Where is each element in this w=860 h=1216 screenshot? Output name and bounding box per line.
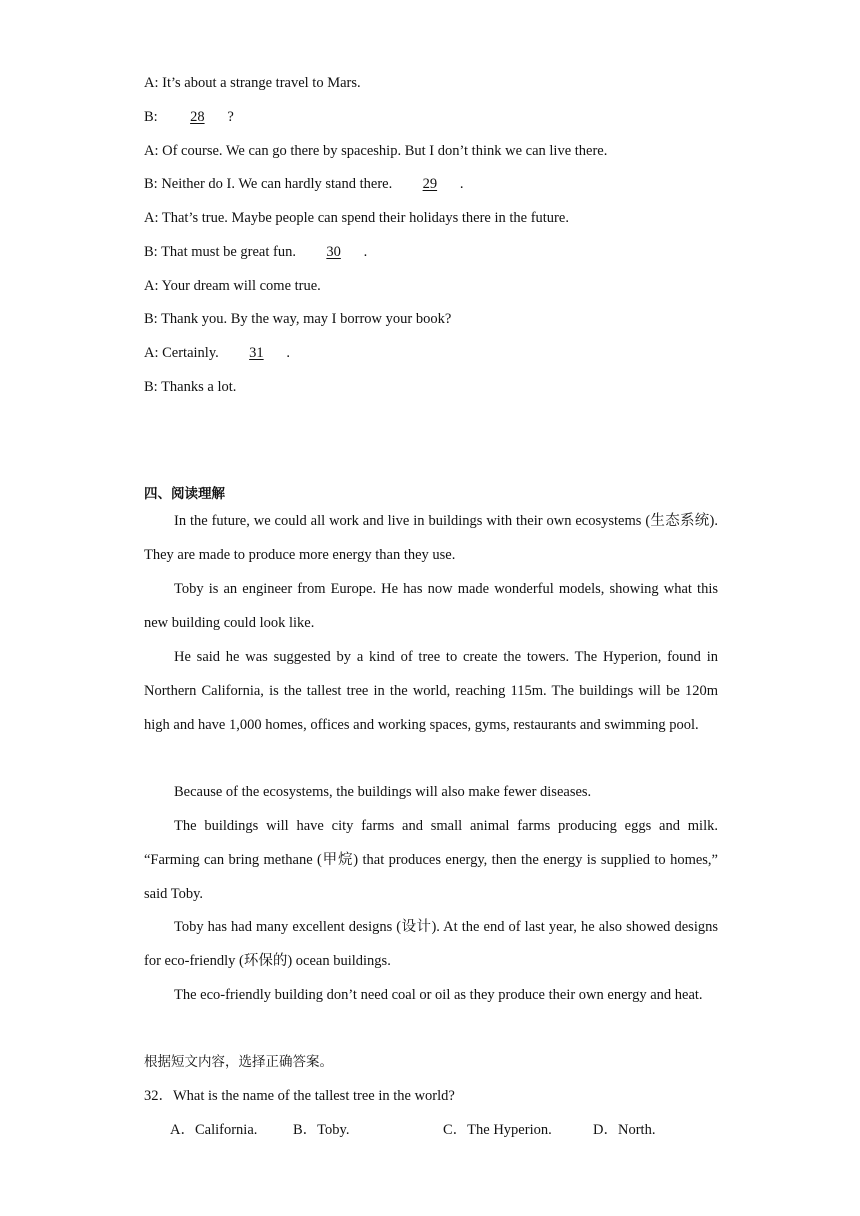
passage-paragraph: He said he was suggested by a kind of tree to create the towers. The Hyperion, found in Northern California, is the tallest tree in the world, reaching 115m. The buildings will be 120m high and have 1,000 homes, offices and working spaces, gyms, restaurants and swimming pool. [144,649,718,733]
dialogue-text: Thank you. By the way, may I borrow your book? [161,311,452,327]
dialogue-line [144,377,236,397]
option-text: Toby. [317,1122,350,1138]
instruction-text: 根据短文内容，选择正确答案。 [144,1054,333,1070]
passage-paragraph: Toby is an engineer from Europe. He has now made wonderful models, showing what this new building could look like. [144,581,718,631]
dialogue-line: A: Certainly. 31 . [144,345,291,361]
dialogue-text: Thanks a lot. [161,379,237,395]
dialogue-line: B: Neither do I. We can hardly stand there. 29 . [144,176,464,192]
passage-paragraph: In the future, we could all work and live in buildings with their own ecosystems (生态系统). They are made to produce more energy than they use. [144,513,718,563]
option-d[interactable] [593,1120,655,1140]
answer-blank-31: 31 [249,345,264,361]
option-label: D． [593,1122,618,1138]
option-label: C． [443,1122,468,1138]
passage-paragraph: The buildings will have city farms and small animal farms producing eggs and milk. “Farming can bring methane (甲烷) that produces energy, then the energy is supplied to homes,” said Toby. [144,818,718,902]
speaker-label: B: [144,379,158,395]
option-label: A． [170,1122,195,1138]
option-c[interactable] [443,1120,552,1140]
speaker-label: A: [144,210,159,226]
dialogue-line [144,73,361,93]
speaker-label: A: [144,143,159,159]
dialogue-line [144,309,451,329]
passage-paragraph: Because of the ecosystems, the buildings will also make fewer diseases. [174,784,592,800]
dialogue-line [144,208,569,228]
option-text: California. [194,1122,258,1138]
dialogue-text: Neither do I. We can hardly stand there. [161,176,393,192]
speaker-label: A: [144,75,159,91]
speaker-label: B: [144,109,158,125]
option-text: The Hyperion. [467,1122,552,1138]
dialogue-text: It’s about a strange travel to Mars. [162,75,361,91]
speaker-label: A: [144,345,159,361]
question-text: What is the name of the tallest tree in the world? [173,1088,455,1104]
dialogue-text: Of course. We can go there by spaceship. But I don’t think we can live there. [162,143,608,159]
section-heading: 四、阅读理解 [144,486,225,502]
question-32 [144,1086,455,1106]
answer-blank-28: 28 [190,109,205,125]
speaker-label: B: [144,311,158,327]
dialogue-text: Certainly. [162,345,219,361]
dialogue-line [144,276,321,296]
passage-paragraph: The eco-friendly building don’t need coal or oil as they produce their own energy and heat. [174,987,703,1003]
speaker-label: B: [144,244,158,260]
dialogue-text: That’s true. Maybe people can spend their holidays there in the future. [161,210,569,226]
option-b[interactable] [293,1120,349,1140]
option-a[interactable] [170,1120,257,1140]
speaker-label: B: [144,176,158,192]
dialogue-line: B: That must be great fun. 30 . [144,244,368,260]
answer-blank-30: 30 [326,244,341,260]
dialogue-text: Your dream will come true. [161,278,321,294]
question-number: 32． [144,1088,173,1104]
speaker-label: A: [144,278,159,294]
dialogue-line [144,141,607,161]
option-label: B． [293,1122,318,1138]
dialogue-line: B: 28 ? [144,109,234,125]
option-text: North. [617,1122,656,1138]
passage-paragraph: Toby has had many excellent designs (设计). At the end of last year, he also showed designs for eco-friendly (环保的) ocean buildings. [144,919,718,969]
answer-blank-29: 29 [422,176,438,192]
dialogue-text: That must be great fun. [161,244,296,260]
